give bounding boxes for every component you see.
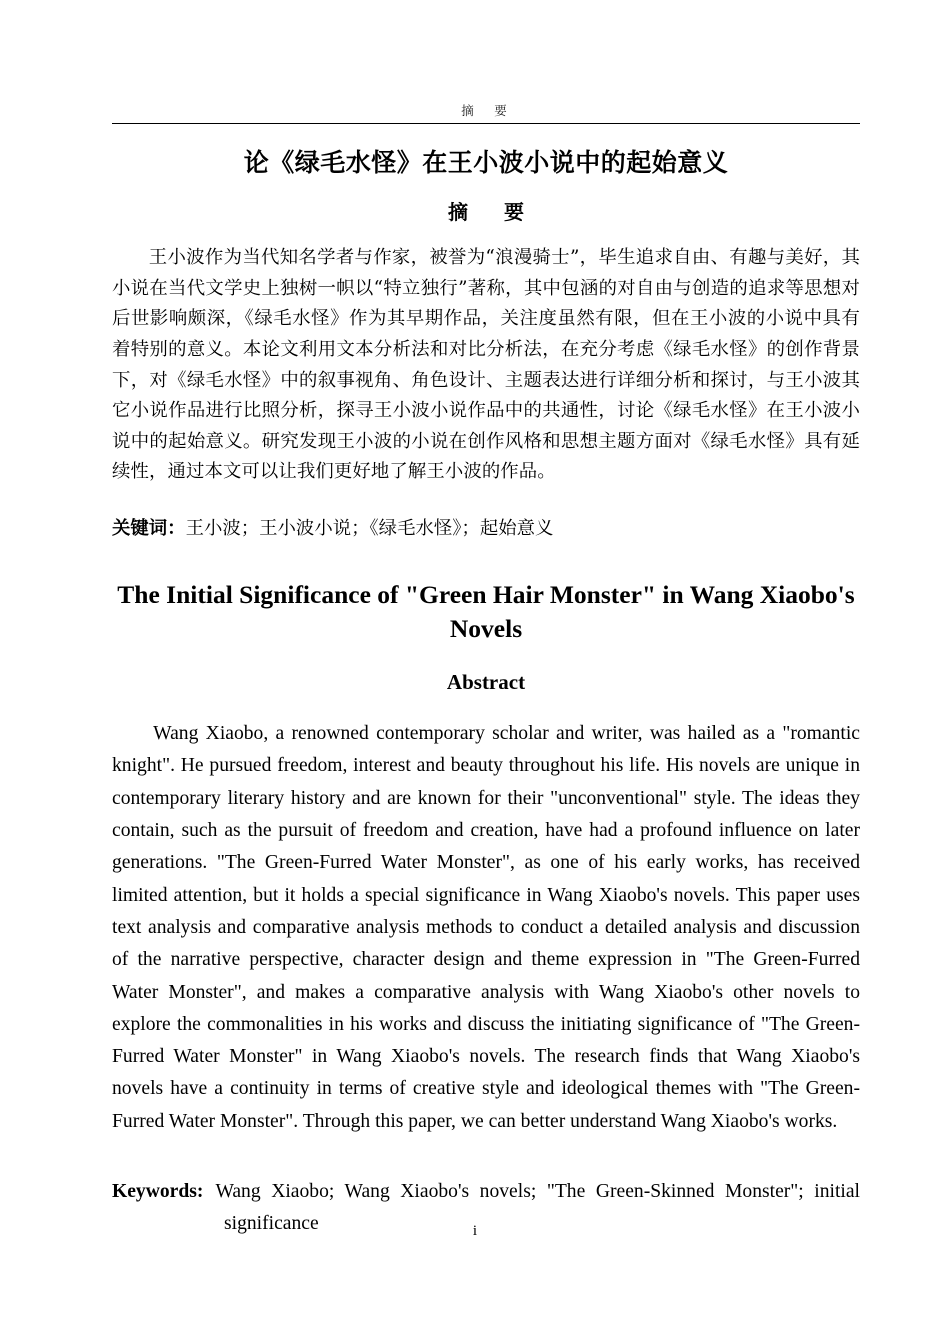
page-number: i [472, 1223, 478, 1239]
english-abstract-heading: Abstract [446, 670, 526, 695]
english-abstract-body: Wang Xiaobo, a renowned contemporary scholar and writer, was hailed as a "romantic knight". He pursued freedom, interest and beauty throughout his life. His novels are unique in contemporary literary history and are known for their "unconventional" style. The ideas they contain, such as the pursuit of freedom and creation, have had a profound influence on later generations. "The Green-Furred Water Monster", as one of his early works, has received limited attention, but it holds a special significance in Wang Xiaobo's novels. This paper uses text analysis and comparative analysis methods to conduct a detailed analysis and discussion of the narrative perspective, character design and theme expression in "The Green-Furred Water Monster", and makes a comparative analysis with Wang Xiaobo's other novels to explore the commonalities in his works and discuss the initiating significance of "The Green-Furred Water Monster" in Wang Xiaobo's novels. The research finds that Wang Xiaobo's novels have a continuity in terms of creative style and ideological themes with "The Green-Furred Water Monster". Through this paper, we can better understand Wang Xiaobo's works. [112, 723, 860, 1132]
chinese-keywords-value: 王小波；王小波小说；《绿毛水怪》；起始意义 [185, 518, 554, 539]
english-keywords-label: Keywords: [112, 1181, 204, 1203]
chinese-keywords [112, 514, 860, 544]
header-divider [112, 123, 860, 124]
running-header-text: 摘 要 [461, 103, 511, 118]
page-title: 论《绿毛水怪》在王小波小说中的起始意义 [243, 147, 729, 177]
english-title: The Initial Significance of "Green Hair Monster" in Wang Xiaobo's Novels [117, 580, 855, 643]
english-keywords-value: Wang Xiaobo; Wang Xiaobo's novels; "The Green-Skinned Monster"; initial significance [215, 1181, 860, 1235]
chinese-abstract-heading: 摘 要 [448, 200, 532, 225]
chinese-keywords-label: 关键词： [112, 518, 186, 539]
chinese-abstract-body: 王小波作为当代知名学者与作家，被誉为“浪漫骑士”，毕生追求自由、有趣与美好，其小说在当代文学史上独树一帜以“特立独行”著称，其中包涵的对自由与创造的追求等思想对后世影响颇深，《绿毛水怪》作为其早期作品，关注度虽然有限，但在王小波的小说中具有着特别的意义。本论文利用文本分析法和对比分析法，在充分考虑《绿毛水怪》的创作背景下，对《绿毛水怪》中的叙事视角、角色设计、主题表达进行详细分析和探讨，与王小波其它小说作品进行比照分析，探寻王小波小说作品中的共通性，讨论《绿毛水怪》在王小波小说中的起始意义。研究发现王小波的小说在创作风格和思想主题方面对《绿毛水怪》具有延续性，通过本文可以让我们更好地了解王小波的作品。 [112, 247, 860, 483]
page-content [112, 0, 860, 1260]
running-header-block [112, 0, 860, 124]
